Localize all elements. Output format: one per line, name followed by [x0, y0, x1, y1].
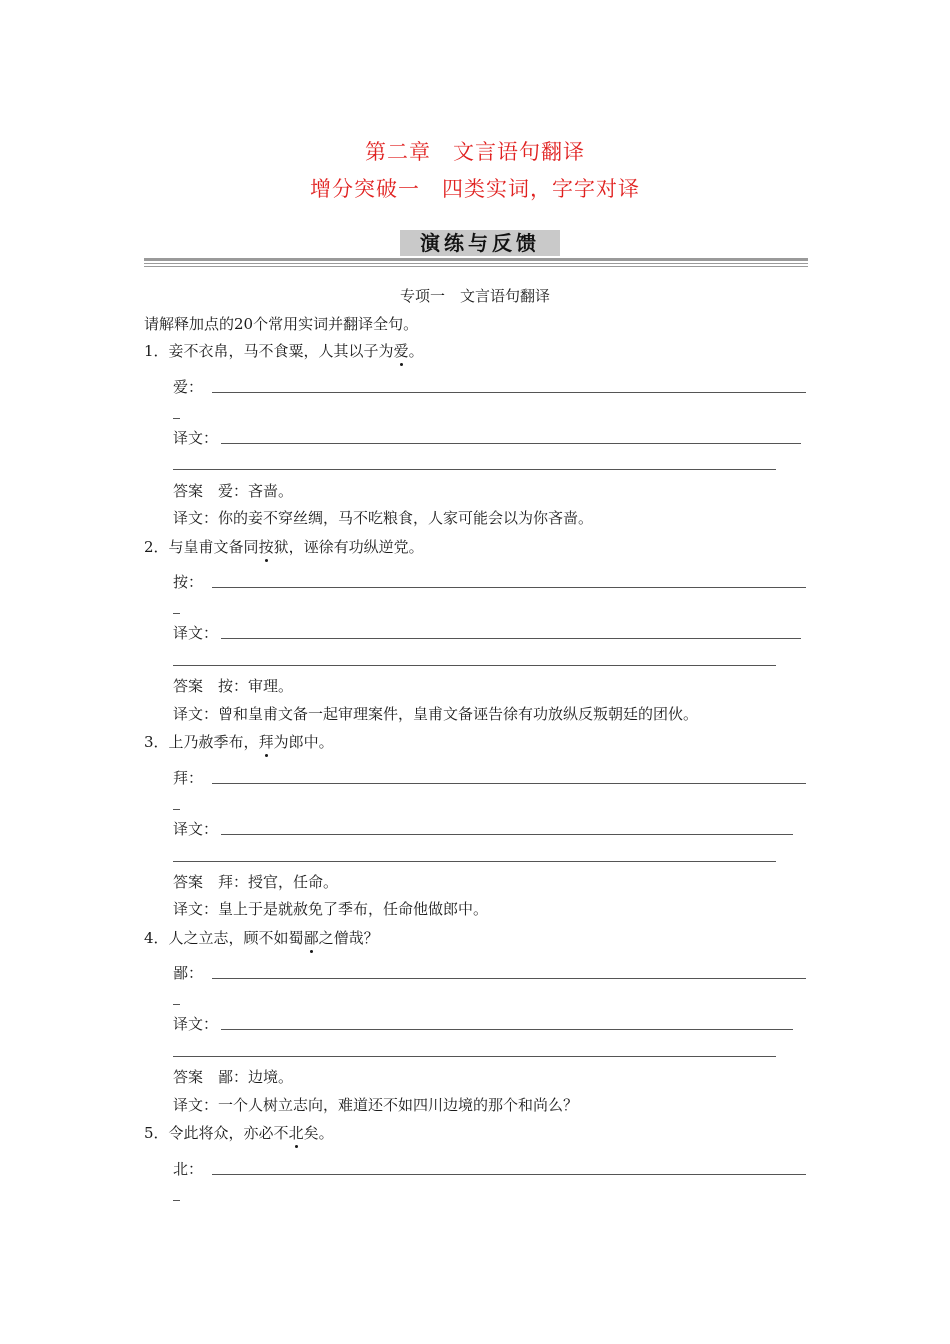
answer: [173, 676, 293, 696]
question-text: 人之立志，顾不如蜀: [168, 929, 304, 947]
answer-label: 答案: [173, 677, 204, 695]
question-text: 上乃赦季布，: [168, 733, 259, 751]
answer-translation: 译文：一个人树立志向，难道还不如四川边境的那个和尚么？: [173, 1096, 579, 1114]
answer: [173, 1067, 293, 1087]
question-2: [144, 537, 424, 557]
answer-line[interactable]: [212, 587, 806, 588]
question-text: 。: [408, 342, 424, 360]
divider: [144, 263, 808, 264]
answer-text: 鄙：边境。: [218, 1068, 294, 1086]
answer-label: 答案: [173, 1068, 204, 1086]
answer-line[interactable]: [212, 978, 806, 979]
translation-line[interactable]: [221, 834, 793, 835]
question-text: 矣。: [303, 1124, 334, 1142]
answer-line[interactable]: [212, 392, 806, 393]
question-text: 与皇甫文备同: [168, 538, 259, 556]
instruction-text: 请解释加点的20个常用实词并翻译全句。: [144, 315, 419, 333]
question-text: 妾不衣帛，马不食粟，人其以子为: [168, 342, 394, 360]
dotted-word: 北: [288, 1124, 304, 1142]
question-3: [144, 732, 334, 752]
answer-text: 拜：授官，任命。: [218, 873, 339, 891]
banner-label: 演练与反馈: [400, 230, 560, 256]
chapter-title: 第二章 文言语句翻译: [365, 140, 585, 164]
translation-label: 译文：: [173, 820, 219, 838]
question-text: 令此将众，亦必不: [168, 1124, 289, 1142]
translation-line[interactable]: [173, 861, 776, 862]
translation-line[interactable]: [221, 638, 801, 639]
answer-label: 答案: [173, 482, 204, 500]
dotted-word: 鄙: [303, 929, 319, 947]
translation-line[interactable]: [173, 469, 776, 470]
answer-translation: 译文：你的妾不穿丝绸，马不吃粮食，人家可能会以为你吝啬。: [173, 509, 594, 527]
question-number: 4．: [144, 929, 169, 947]
dotted-word: 爱: [393, 342, 409, 360]
answer-line[interactable]: [212, 1174, 806, 1175]
question-text: 之僧哉？: [318, 929, 379, 947]
answer-label: 答案: [173, 873, 204, 891]
question-text: 为郎中。: [273, 733, 334, 751]
question-5: [144, 1123, 334, 1143]
translation-line[interactable]: [221, 443, 801, 444]
answer: [173, 481, 293, 501]
answer-translation: 译文：皇上于是就赦免了季布，任命他做郎中。: [173, 900, 489, 918]
dotted-word: 按: [258, 538, 274, 556]
line-continuation: [173, 613, 180, 614]
line-continuation: [173, 809, 180, 810]
question-number: 5．: [144, 1124, 169, 1142]
translation-label: 译文：: [173, 624, 219, 642]
word-answer-label: 按：: [173, 573, 204, 591]
translation-label: 译文：: [173, 429, 219, 447]
line-continuation: [173, 418, 180, 419]
section-banner: [144, 228, 808, 268]
line-continuation: [173, 1200, 180, 1201]
translation-line[interactable]: [173, 665, 776, 666]
question-1: [144, 341, 424, 361]
divider: [144, 258, 808, 261]
word-answer-label: 北：: [173, 1160, 204, 1178]
dotted-word: 拜: [258, 733, 274, 751]
question-number: 1．: [144, 342, 169, 360]
answer: [173, 872, 338, 892]
project-title: 专项一 文言语句翻译: [399, 287, 550, 305]
question-number: 3．: [144, 733, 169, 751]
answer-text: 按：审理。: [218, 677, 294, 695]
section-title: 增分突破一 四类实词，字字对译: [310, 177, 640, 201]
translation-line[interactable]: [221, 1029, 793, 1030]
answer-line[interactable]: [212, 783, 806, 784]
word-answer-label: 爱：: [173, 378, 204, 396]
translation-line[interactable]: [173, 1056, 776, 1057]
question-text: 狱，诬徐有功纵逆党。: [273, 538, 424, 556]
answer-text: 爱：吝啬。: [218, 482, 294, 500]
answer-translation: 译文：曾和皇甫文备一起审理案件，皇甫文备诬告徐有功放纵反叛朝廷的团伙。: [173, 705, 699, 723]
translation-label: 译文：: [173, 1015, 219, 1033]
line-continuation: [173, 1004, 180, 1005]
word-answer-label: 鄙：: [173, 964, 204, 982]
word-answer-label: 拜：: [173, 769, 204, 787]
question-4: [144, 928, 379, 948]
divider: [144, 266, 808, 267]
question-number: 2．: [144, 538, 169, 556]
